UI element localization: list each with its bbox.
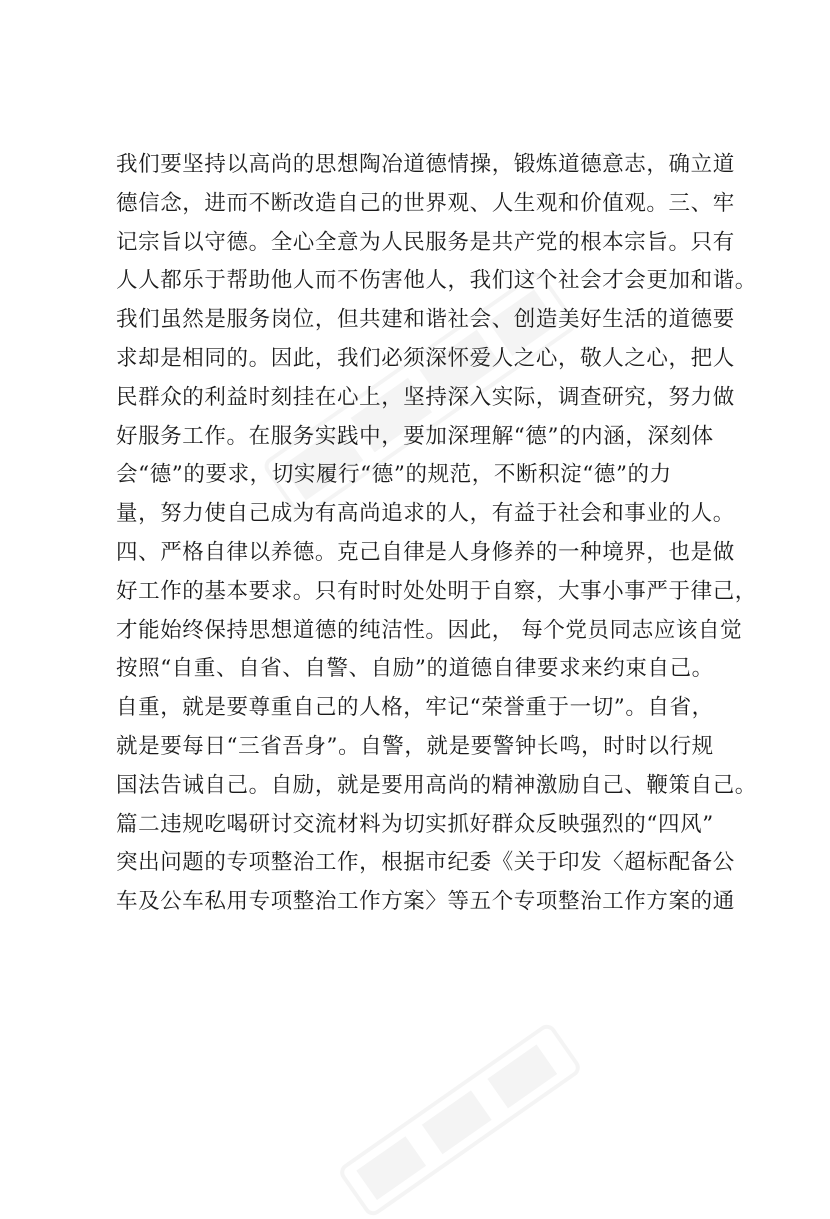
text-line: 德信念，进而不断改造自己的世界观、人生观和价值观。三、牢: [116, 190, 735, 216]
text-line: 好服务工作。在服务实践中，要加深理解“德”的内涵，深刻体: [116, 423, 714, 449]
text-line: 量，努力使自己成为有高尚追求的人，有益于社会和事业的人。: [116, 501, 735, 527]
text-line: 国法告诫自己。自励，就是要用高尚的精神激励自己、鞭策自己。: [116, 772, 757, 798]
text-line: 就是要每日“三省吾身”。自警，就是要警钟长鸣，时时以行规: [116, 733, 714, 759]
text-line: 我们虽然是服务岗位，但共建和谐社会、创造美好生活的道德要: [116, 307, 735, 333]
text-line: 好工作的基本要求。只有时时处处明于自察，大事小事严于律己，: [116, 578, 757, 604]
text-line: 车及公车私用专项整治工作方案〉等五个专项整治工作方案的通: [116, 889, 735, 915]
text-line: 突出问题的专项整治工作，根据市纪委《关于印发〈超标配备公: [116, 850, 735, 876]
text-line: 会“德”的要求，切实履行“德”的规范，不断积淀“德”的力: [116, 462, 672, 488]
text-line: 民群众的利益时刻挂在心上，坚持深入实际，调查研究，努力做: [116, 384, 735, 410]
text-line: 才能始终保持思想道德的纯洁性。因此， 每个党员同志应该自觉: [116, 617, 743, 643]
text-line: 自重，就是要尊重自己的人格，牢记“荣誉重于一切”。自省，: [116, 695, 714, 721]
text-line: 按照“自重、自省、自警、自励”的道德自律要求来约束自己。: [116, 656, 714, 682]
watermark-icon: [336, 1021, 583, 1219]
text-line: 人人都乐于帮助他人而不伤害他人，我们这个社会才会更加和谐。: [116, 268, 757, 294]
text-line: 我们要坚持以高尚的思想陶冶道德情操，锻炼道德意志，确立道: [116, 152, 735, 177]
text-line: 四、严格自律以养德。克己自律是人身修养的一种境界，也是做: [116, 539, 735, 565]
body-text: [116, 146, 757, 922]
text-line: 记宗旨以守德。全心全意为人民服务是共产党的根本宗旨。只有: [116, 229, 735, 255]
text-line: 篇二违规吃喝研讨交流材料为切实抓好群众反映强烈的“四风”: [116, 811, 714, 837]
text-line: 求却是相同的。因此，我们必须深怀爱人之心，敬人之心，把人: [116, 345, 735, 371]
